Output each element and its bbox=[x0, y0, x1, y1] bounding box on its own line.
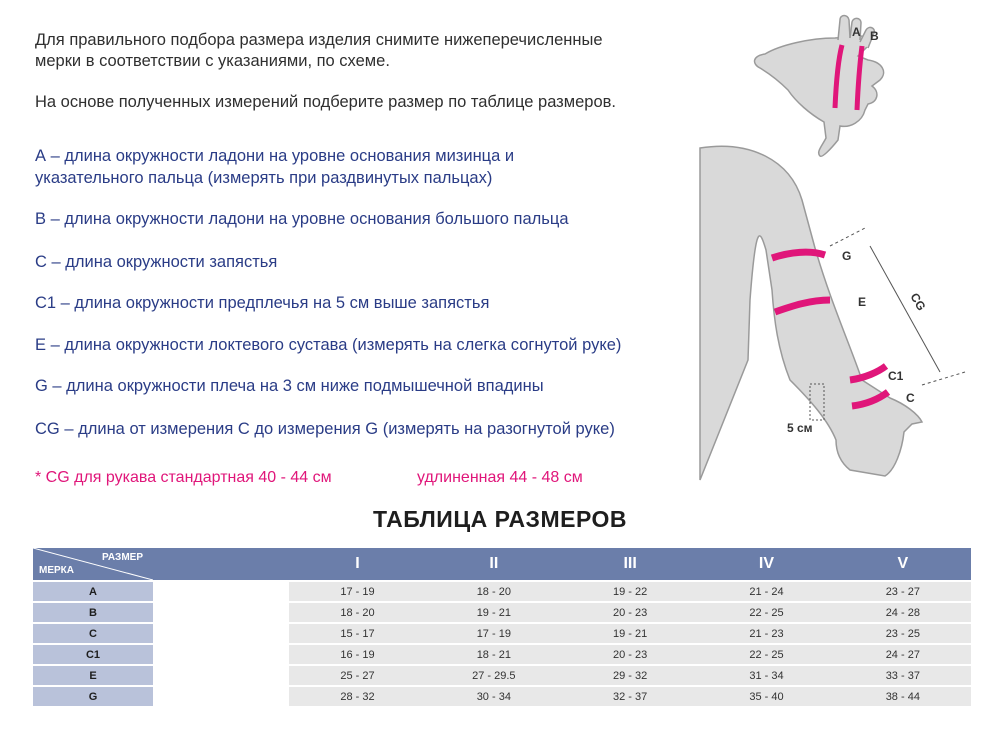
size-table-header bbox=[33, 548, 971, 580]
size-column-4: IV bbox=[698, 548, 834, 580]
table-row bbox=[33, 687, 971, 706]
table-cell: 33 - 37 bbox=[835, 666, 971, 685]
row-label-e: E bbox=[33, 666, 153, 685]
size-column-1: I bbox=[289, 548, 425, 580]
definition-b: B – длина окружности ладони на уровне основания большого пальца bbox=[35, 210, 569, 228]
row-gap bbox=[153, 624, 289, 643]
table-cell: 18 - 20 bbox=[289, 603, 425, 622]
definition-a-line1: А – длина окружности ладони на уровне основания мизинца и bbox=[35, 147, 515, 165]
note-standard: * CG для рукава стандартная 40 - 44 см bbox=[35, 469, 332, 486]
table-cell: 20 - 23 bbox=[562, 645, 698, 664]
row-label-c: C bbox=[33, 624, 153, 643]
corner-size-label: РАЗМЕР bbox=[102, 552, 143, 563]
size-table bbox=[33, 546, 971, 708]
size-table-title: ТАБЛИЦА РАЗМЕРОВ bbox=[372, 506, 627, 532]
table-cell: 20 - 23 bbox=[562, 603, 698, 622]
sleeve-length-note bbox=[35, 469, 583, 487]
table-cell: 25 - 27 bbox=[289, 666, 425, 685]
table-row bbox=[33, 645, 971, 664]
table-cell: 18 - 21 bbox=[426, 645, 562, 664]
row-label-b: B bbox=[33, 603, 153, 622]
intro-line-1: Для правильного подбора размера изделия снимите нижеперечисленные bbox=[35, 31, 603, 49]
table-cell: 38 - 44 bbox=[835, 687, 971, 706]
table-row bbox=[33, 603, 971, 622]
header-gap bbox=[153, 548, 289, 580]
diagram-label-a: A bbox=[852, 25, 861, 39]
row-gap bbox=[153, 645, 289, 664]
size-column-3: III bbox=[562, 548, 698, 580]
row-gap bbox=[153, 666, 289, 685]
definition-c1: C1 – длина окружности предплечья на 5 см выше запястья bbox=[35, 294, 490, 312]
table-cell: 18 - 20 bbox=[426, 582, 562, 601]
row-label-a: A bbox=[33, 582, 153, 601]
diagram-label-cg: CG bbox=[907, 290, 929, 314]
size-column-2: II bbox=[426, 548, 562, 580]
table-cell: 17 - 19 bbox=[426, 624, 562, 643]
diagram-label-c1: C1 bbox=[888, 369, 904, 383]
diagram-label-g: G bbox=[842, 249, 852, 263]
diagram-label-5cm: 5 см bbox=[787, 421, 813, 435]
table-cell: 19 - 22 bbox=[562, 582, 698, 601]
table-row bbox=[33, 624, 971, 643]
row-gap bbox=[153, 687, 289, 706]
table-row bbox=[33, 666, 971, 685]
diagram-label-c: C bbox=[906, 391, 915, 405]
table-row bbox=[33, 582, 971, 601]
table-cell: 24 - 27 bbox=[835, 645, 971, 664]
definition-c: C – длина окружности запястья bbox=[35, 253, 278, 271]
intro-text bbox=[35, 30, 616, 113]
table-cell: 35 - 40 bbox=[698, 687, 834, 706]
table-cell: 32 - 37 bbox=[562, 687, 698, 706]
table-cell: 23 - 27 bbox=[835, 582, 971, 601]
measurement-diagram bbox=[690, 0, 1000, 500]
diagram-label-b: B bbox=[870, 29, 879, 43]
size-table-corner bbox=[33, 548, 153, 580]
table-cell: 19 - 21 bbox=[562, 624, 698, 643]
row-gap bbox=[153, 582, 289, 601]
definition-e: E – длина окружности локтевого сустава (измерять на слегка согнутой руке) bbox=[35, 336, 622, 354]
diagram-label-e: E bbox=[858, 295, 867, 309]
note-extended: удлиненная 44 - 48 см bbox=[417, 469, 583, 486]
intro-line-2: мерки в соответствии с указаниями, по схеме. bbox=[35, 52, 390, 70]
row-label-g: G bbox=[33, 687, 153, 706]
table-cell: 21 - 23 bbox=[698, 624, 834, 643]
table-cell: 23 - 25 bbox=[835, 624, 971, 643]
row-gap bbox=[153, 603, 289, 622]
table-cell: 19 - 21 bbox=[426, 603, 562, 622]
row-label-c1: C1 bbox=[33, 645, 153, 664]
definition-g: G – длина окружности плеча на 3 см ниже подмышечной впадины bbox=[35, 377, 544, 395]
table-cell: 28 - 32 bbox=[289, 687, 425, 706]
corner-measure-label: МЕРКА bbox=[39, 565, 74, 576]
definition-a-line2: указательного пальца (измерять при раздвинутых пальцах) bbox=[35, 169, 493, 187]
table-cell: 27 - 29.5 bbox=[426, 666, 562, 685]
table-cell: 31 - 34 bbox=[698, 666, 834, 685]
table-cell: 24 - 28 bbox=[835, 603, 971, 622]
table-cell: 22 - 25 bbox=[698, 645, 834, 664]
table-cell: 17 - 19 bbox=[289, 582, 425, 601]
hand-illustration bbox=[755, 16, 884, 157]
definition-cg: CG – длина от измерения C до измерения G (измерять на разогнутой руке) bbox=[35, 420, 615, 438]
intro-line-3: На основе полученных измерений подберите размер по таблице размеров. bbox=[35, 93, 616, 111]
table-cell: 16 - 19 bbox=[289, 645, 425, 664]
table-cell: 30 - 34 bbox=[426, 687, 562, 706]
size-column-5: V bbox=[835, 548, 971, 580]
table-cell: 29 - 32 bbox=[562, 666, 698, 685]
table-cell: 15 - 17 bbox=[289, 624, 425, 643]
table-cell: 21 - 24 bbox=[698, 582, 834, 601]
table-cell: 22 - 25 bbox=[698, 603, 834, 622]
